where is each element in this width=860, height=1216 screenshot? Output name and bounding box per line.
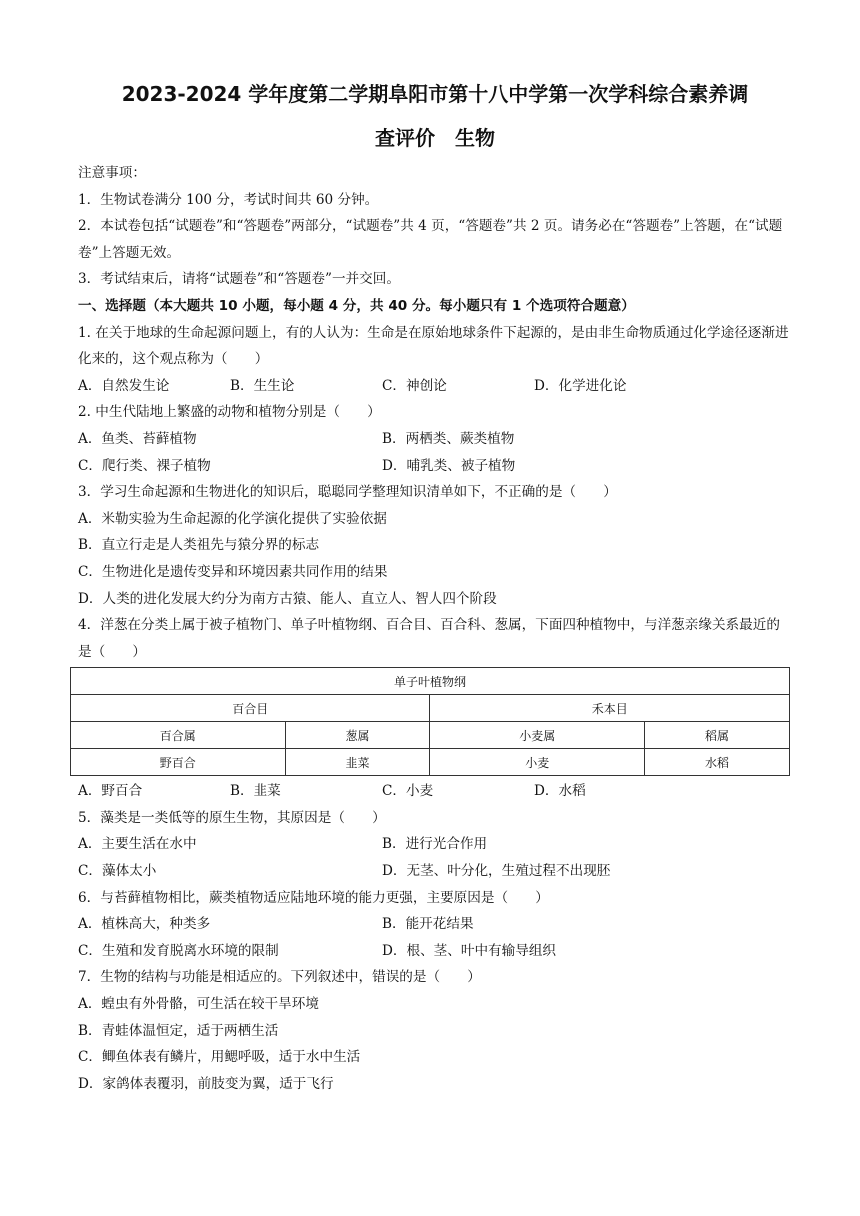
option-c[interactable]: C．生物进化是遗传变异和环境因素共同作用的结果 — [78, 563, 388, 580]
table-genus-cell: 稻属 — [645, 722, 790, 749]
table-class-cell: 单子叶植物纲 — [71, 668, 790, 695]
option-a[interactable]: A．蝗虫有外骨骼，可生活在较干旱环境 — [78, 996, 319, 1013]
question-5-stem: 5．藻类是一类低等的原生生物，其原因是（ ） — [78, 809, 386, 826]
notice-header: 注意事项： — [78, 165, 146, 181]
question-5-options-row1 — [78, 831, 792, 858]
option-a[interactable]: A．野百合 — [78, 783, 143, 800]
option-b[interactable]: B．两栖类、蕨类植物 — [382, 430, 515, 447]
option-c[interactable]: C．生殖和发育脱离水环境的限制 — [78, 942, 279, 959]
option-c[interactable]: C．爬行类、裸子植物 — [78, 457, 211, 474]
option-d[interactable]: D．化学进化论 — [534, 377, 627, 394]
option-b[interactable]: B．青蛙体温恒定，适于两栖生活 — [78, 1022, 279, 1039]
option-d[interactable]: D．水稻 — [534, 783, 586, 800]
notice-3: 3．考试结束后，请将“试题卷”和“答题卷”一并交回。 — [78, 271, 400, 288]
exam-title-line2: 查评价 生物 — [375, 126, 495, 150]
table-order-cell: 禾本目 — [430, 695, 790, 722]
question-7-stem: 7．生物的结构与功能是相适应的。下列叙述中，错误的是（ ） — [78, 969, 481, 986]
question-6-options-row1 — [78, 911, 792, 938]
option-d[interactable]: D．哺乳类、被子植物 — [382, 457, 516, 474]
option-c[interactable]: C．鲫鱼体表有鳞片，用鳃呼吸，适于水中生活 — [78, 1049, 361, 1066]
notice-2: 2．本试卷包括“试题卷”和“答题卷”两部分，“试题卷”共 4 页，“答题卷”共 2 页。请务必在“答题卷”上答题，在“试题卷”上答题无效。 — [78, 218, 783, 261]
question-1-stem: 1. 在关于地球的生命起源问题上，有的人认为：生命是在原始地球条件下起源的，是由非生命物质通过化学途径逐渐进化来的，这个观点称为（ ） — [78, 324, 789, 368]
table-genus-cell: 葱属 — [285, 722, 430, 749]
question-2-stem: 2. 中生代陆地上繁盛的动物和植物分别是（ ） — [78, 404, 381, 421]
question-4-options — [78, 778, 792, 805]
question-5-options-row2 — [78, 858, 792, 885]
table-species-cell: 野百合 — [71, 749, 286, 776]
exam-title-line1: 2023-2024 学年度第二学期阜阳市第十八中学第一次学科综合素养调 — [121, 82, 749, 106]
question-6-options-row2 — [78, 938, 792, 965]
question-2-options-row1 — [78, 426, 792, 453]
question-3-stem: 3．学习生命起源和生物进化的知识后，聪聪同学整理知识清单如下，不正确的是（ ） — [78, 484, 617, 501]
option-d[interactable]: D．根、茎、叶中有输导组织 — [382, 942, 557, 959]
classification-table — [70, 667, 790, 776]
option-d[interactable]: D．人类的进化发展大约分为南方古猿、能人、直立人、智人四个阶段 — [78, 590, 497, 607]
section-heading: 一、选择题（本大题共 10 小题，每小题 4 分，共 40 分。每小题只有 1 个选项符合题意） — [78, 297, 635, 314]
option-a[interactable]: A．主要生活在水中 — [78, 836, 197, 853]
option-a[interactable]: A．自然发生论 — [78, 377, 170, 394]
option-c[interactable]: C．小麦 — [382, 783, 434, 800]
option-b[interactable]: B．能开花结果 — [382, 916, 474, 933]
table-genus-cell: 百合属 — [71, 722, 286, 749]
table-order-cell: 百合目 — [71, 695, 430, 722]
option-b[interactable]: B．生生论 — [230, 377, 295, 394]
question-2-options-row2 — [78, 453, 792, 480]
question-6-stem: 6．与苔藓植物相比，蕨类植物适应陆地环境的能力更强，主要原因是（ ） — [78, 889, 549, 906]
option-a[interactable]: A．植株高大，种类多 — [78, 916, 211, 933]
notice-1: 1．生物试卷满分 100 分，考试时间共 60 分钟。 — [78, 191, 379, 208]
option-a[interactable]: A．米勒实验为生命起源的化学演化提供了实验依据 — [78, 510, 387, 527]
table-species-cell: 水稻 — [645, 749, 790, 776]
option-b[interactable]: B．直立行走是人类祖先与猿分界的标志 — [78, 537, 320, 554]
option-b[interactable]: B．韭菜 — [230, 783, 281, 800]
question-1-options — [78, 373, 792, 400]
exam-page — [78, 72, 792, 1097]
table-species-cell: 小麦 — [430, 749, 645, 776]
option-c[interactable]: C．藻体太小 — [78, 863, 157, 880]
option-a[interactable]: A．鱼类、苔藓植物 — [78, 430, 197, 447]
option-b[interactable]: B．进行光合作用 — [382, 836, 488, 853]
table-genus-cell: 小麦属 — [430, 722, 645, 749]
option-c[interactable]: C．神创论 — [382, 377, 447, 394]
question-4-stem: 4．洋葱在分类上属于被子植物门、单子叶植物纲、百合目、百合科、葱属，下面四种植物中，与洋葱亲缘关系最近的是（ ） — [78, 617, 780, 660]
option-d[interactable]: D．无茎、叶分化，生殖过程不出现胚 — [382, 863, 611, 880]
table-species-cell: 韭菜 — [285, 749, 430, 776]
option-d[interactable]: D．家鸽体表覆羽，前肢变为翼，适于飞行 — [78, 1075, 334, 1092]
